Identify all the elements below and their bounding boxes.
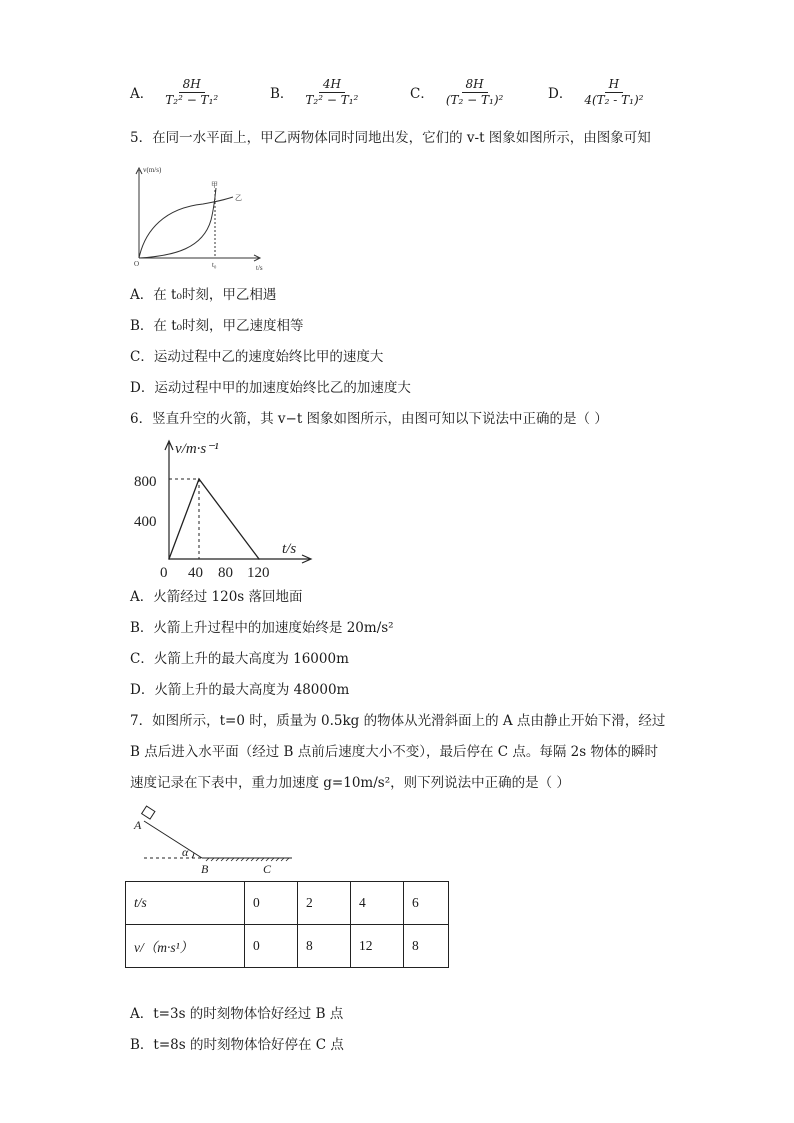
q5-option-a: A．在 t₀时刻，甲乙相遇	[130, 287, 277, 303]
x-axis-label: t/s	[282, 541, 297, 557]
q7-stem-line1: 7．如图所示，t=0 时，质量为 0.5kg 的物体从光滑斜面上的 A 点由静止开始下滑，经过	[130, 713, 666, 729]
table-cell: 8	[404, 925, 449, 968]
denominator: T₂² − T₁²	[165, 92, 219, 107]
q7-stem-line2: B 点后进入水平面（经过 B 点前后速度大小不变），最后停在 C 点。每隔 2s 物体的瞬时	[130, 744, 658, 760]
x-tick-0: 0	[160, 565, 168, 581]
q6-option-a: A．火箭经过 120s 落回地面	[130, 589, 303, 605]
table-cell: 2	[298, 882, 351, 925]
fraction	[580, 77, 647, 108]
table-cell: 0	[245, 882, 298, 925]
fraction	[161, 77, 222, 108]
table-cell: 4	[351, 882, 404, 925]
denominator: 4(T₂ - T₁)²	[584, 92, 644, 107]
origin-label: O	[134, 260, 140, 268]
curve-yi-label: 乙	[235, 194, 242, 202]
q5-option-d: D．运动过程中甲的加速度始终比乙的加速度大	[130, 380, 411, 396]
y-tick-400: 400	[134, 514, 157, 530]
t0-label: t₀	[212, 261, 217, 269]
table-cell: 12	[351, 925, 404, 968]
denominator: (T₂ − T₁)²	[445, 92, 504, 107]
q5-stem: 5．在同一水平面上，甲乙两物体同时同地出发，它们的 v-t 图象如图所示，由图象可知	[130, 130, 651, 146]
y-tick-800: 800	[134, 474, 157, 490]
velocity-line	[169, 479, 259, 559]
q4-option-a	[130, 72, 222, 112]
q6-option-d: D．火箭上升的最大高度为 48000m	[130, 682, 350, 698]
q6-option-c: C．火箭上升的最大高度为 16000m	[130, 651, 349, 667]
q5-vt-graph	[125, 160, 275, 275]
data-point	[168, 558, 170, 560]
data-point	[258, 558, 260, 560]
q7-option-a: A．t=3s 的时刻物体恰好经过 B 点	[130, 1006, 344, 1022]
denominator: T₂² − T₁²	[305, 92, 359, 107]
incline-surface	[144, 821, 202, 858]
numerator: H	[605, 77, 623, 93]
y-axis-label: v/m·s⁻¹	[175, 441, 219, 457]
alpha-arc	[192, 853, 194, 858]
table-cell: 6	[404, 882, 449, 925]
fraction	[442, 77, 508, 108]
option-letter: B．	[270, 86, 294, 102]
option-letter: D．	[548, 86, 573, 102]
curve-jia-label: 甲	[211, 181, 218, 189]
numerator: 8H	[462, 77, 488, 93]
q4-option-b	[270, 72, 362, 112]
q7-stem-line3: 速度记录在下表中，重力加速度 g=10m/s²，则下列说法中正确的是（ ）	[130, 775, 570, 791]
point-b-label: B	[201, 862, 209, 876]
y-axis-label: v(m/s)	[143, 166, 162, 174]
q4-option-d	[548, 72, 647, 112]
table-cell: t/s	[126, 882, 245, 925]
numerator: 4H	[319, 77, 345, 93]
point-a-label: A	[134, 818, 142, 832]
table-cell: 8	[298, 925, 351, 968]
x-tick-80: 80	[218, 565, 233, 581]
table-cell: 0	[245, 925, 298, 968]
q6-stem: 6．竖直升空的火箭，其 v−t 图象如图所示，由图可知以下说法中正确的是（ ）	[130, 411, 608, 427]
x-axis-label: t/s	[256, 264, 263, 272]
option-letter: A．	[130, 86, 154, 102]
x-tick-120: 120	[247, 565, 270, 581]
point-c-label: C	[263, 862, 272, 876]
q5-option-c: C．运动过程中乙的速度始终比甲的速度大	[130, 349, 384, 365]
q7-incline-figure	[130, 803, 300, 878]
table-row	[126, 882, 449, 925]
table-row	[126, 925, 449, 968]
table-cell: v/（m·s¹）	[126, 925, 245, 968]
alpha-label: α	[182, 845, 189, 859]
fraction	[301, 77, 362, 108]
data-point	[198, 478, 200, 480]
block	[142, 806, 155, 819]
q6-option-b: B．火箭上升过程中的加速度始终是 20m/s²	[130, 620, 394, 636]
option-letter: C．	[410, 86, 434, 102]
x-tick-40: 40	[188, 565, 203, 581]
curve-jia	[139, 188, 216, 258]
q5-option-b: B．在 t₀时刻，甲乙速度相等	[130, 318, 304, 334]
numerator: 8H	[179, 77, 205, 93]
q6-vt-chart	[125, 433, 315, 583]
q7-option-b: B．t=8s 的时刻物体恰好停在 C 点	[130, 1037, 344, 1053]
q7-velocity-table	[125, 881, 449, 968]
q4-option-c	[410, 72, 507, 112]
